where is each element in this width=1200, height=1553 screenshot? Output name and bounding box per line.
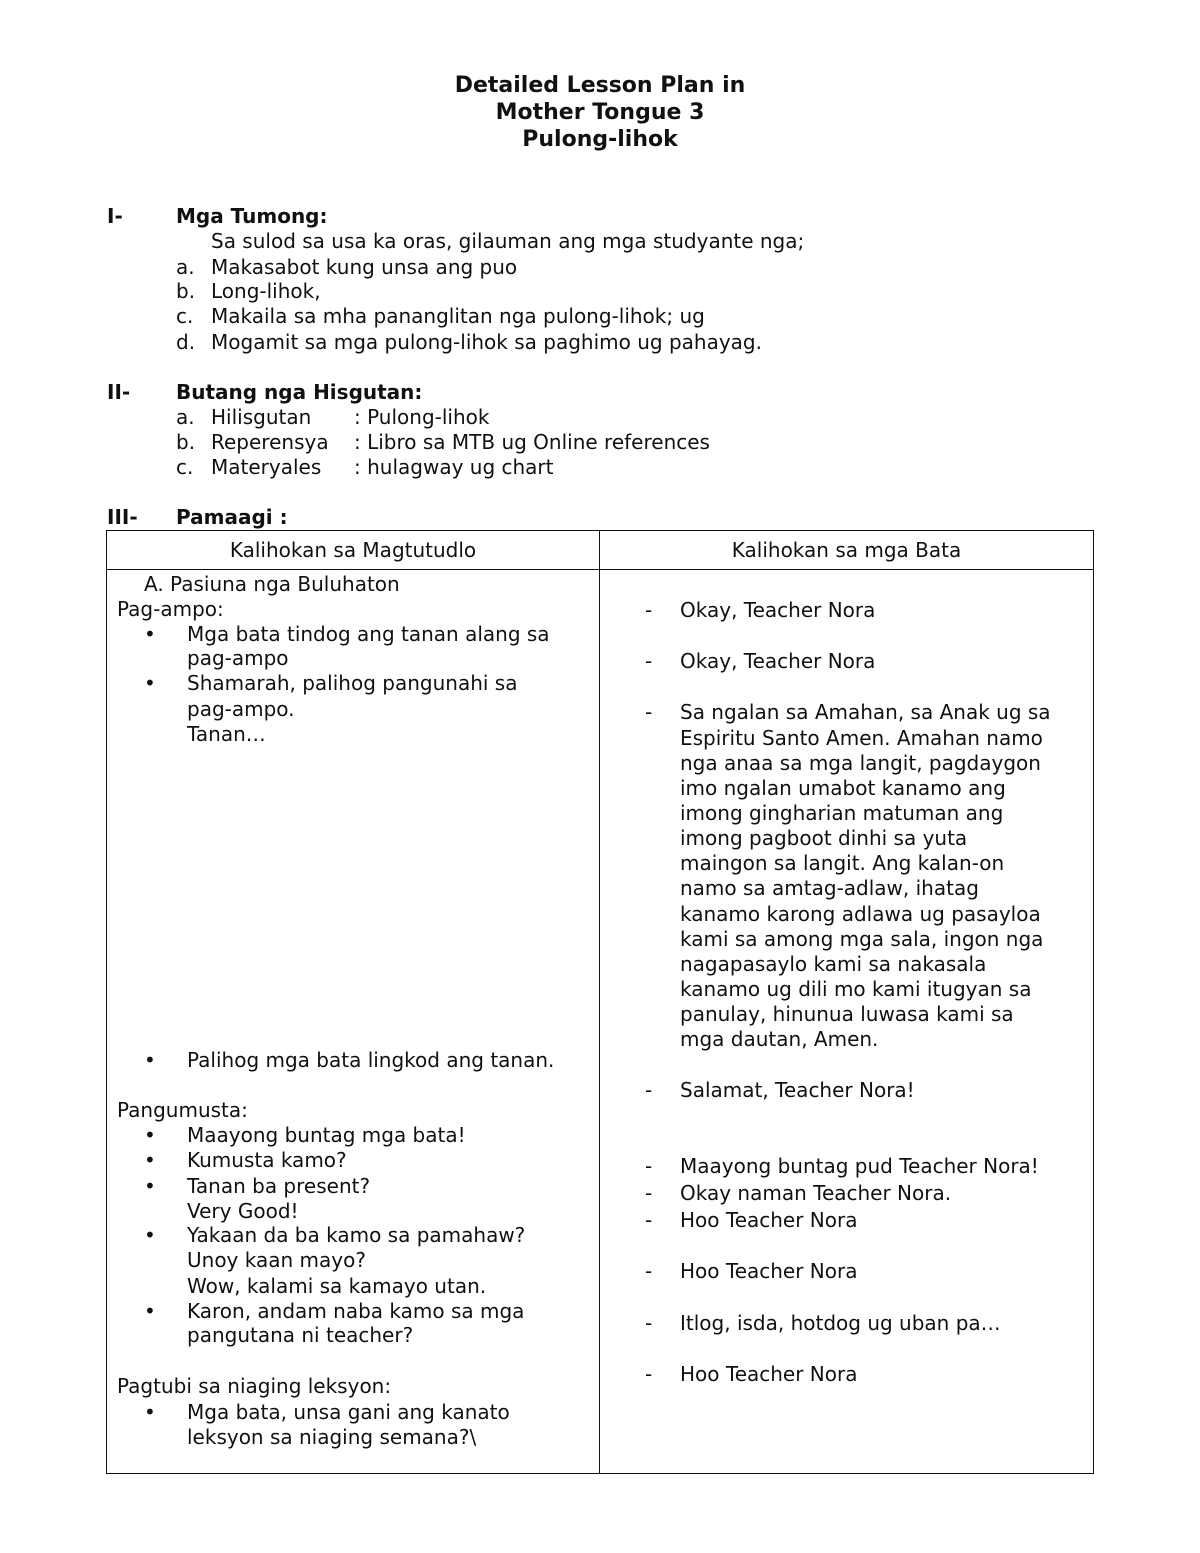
teacher-line: Maayong buntag mga bata! [187, 1123, 466, 1147]
student-response: Hoo Teacher Nora [680, 1362, 858, 1386]
subject-value: : Libro sa MTB ug Online references [354, 430, 710, 454]
teacher-line: Palihog mga bata lingkod ang tanan. [187, 1048, 555, 1072]
teacher-line: pag-ampo [187, 646, 289, 670]
teacher-line: Mga bata, unsa gani ang kanato [187, 1400, 510, 1424]
subject-key: Materyales [211, 455, 322, 479]
subject-label: b. [176, 430, 196, 454]
dash-marker: - [645, 1311, 653, 1335]
dash-marker: - [645, 1259, 653, 1283]
teacher-line: Very Good! [187, 1199, 299, 1223]
subject-label: a. [176, 405, 195, 429]
student-response: Itlog, isda, hotdog ug uban pa… [680, 1311, 1001, 1335]
prayer-line: kami sa among mga sala, ingon nga [680, 927, 1044, 951]
dash-marker: - [645, 1078, 653, 1102]
title-line-3: Pulong-lihok [522, 127, 678, 152]
prayer-line: imong pagboot dinhi sa yuta [680, 826, 968, 850]
prayer-line: panulay, hinunua luwasa kami sa [680, 1002, 1014, 1026]
objective-text: Makaila sa mha pananglitan nga pulong-lihok; ug [211, 304, 705, 328]
procedure-table [106, 530, 1094, 1474]
dash-marker: - [645, 1154, 653, 1178]
bullet-icon: • [144, 1048, 156, 1072]
section-3-number: III- [107, 505, 138, 529]
subject-key: Reperensya [211, 430, 329, 454]
student-response: Okay naman Teacher Nora. [680, 1181, 952, 1205]
teacher-line: Kumusta kamo? [187, 1148, 347, 1172]
dash-marker: - [645, 1181, 653, 1205]
student-column-header: Kalihokan sa mga Bata [600, 531, 1094, 570]
teacher-line: Tanan ba present? [187, 1174, 371, 1198]
bullet-icon: • [144, 671, 156, 695]
bullet-icon: • [144, 1174, 156, 1198]
teacher-cell [107, 570, 600, 1474]
prayer-line: nga anaa sa mga langit, pagdaygon [680, 751, 1041, 775]
objective-label: b. [176, 279, 196, 303]
objective-label: d. [176, 330, 196, 354]
section-1-number: I- [107, 204, 123, 228]
subject-key: Hilisgutan [211, 405, 312, 429]
student-response: Okay, Teacher Nora [680, 598, 876, 622]
section-2-number: II- [107, 380, 131, 404]
dash-marker: - [645, 700, 653, 724]
prayer-line: maingon sa langit. Ang kalan-on [680, 851, 1005, 875]
objective-text: Mogamit sa mga pulong-lihok sa paghimo ug pahayag. [211, 330, 762, 354]
prayer-line: kanamo ug dili mo kami itugyan sa [680, 977, 1032, 1001]
teacher-column-header: Kalihokan sa Magtutudlo [107, 531, 600, 570]
student-response: Hoo Teacher Nora [680, 1259, 858, 1283]
prayer-line: namo sa amtag-adlaw, ihatag [680, 876, 979, 900]
prayer-line: mga dautan, Amen. [680, 1027, 879, 1051]
title-line-2: Mother Tongue 3 [495, 100, 705, 125]
dash-marker: - [645, 1208, 653, 1232]
prayer-line: imo ngalan umabot kanamo ang [680, 776, 1006, 800]
objective-label: a. [176, 255, 195, 279]
section-1-heading: Mga Tumong: [176, 204, 328, 228]
section-1-intro: Sa sulod sa usa ka oras, gilauman ang mga studyante nga; [211, 229, 805, 253]
dash-marker: - [645, 649, 653, 673]
objective-text: Makasabot kung unsa ang puo [211, 255, 518, 279]
student-cell [600, 570, 1094, 1474]
section-3-heading: Pamaagi : [176, 505, 288, 529]
teacher-line: Karon, andam naba kamo sa mga [187, 1299, 525, 1323]
title-line-1: Detailed Lesson Plan in [454, 73, 746, 98]
teacher-line: Mga bata tindog ang tanan alang sa [187, 622, 550, 646]
student-response: Maayong buntag pud Teacher Nora! [680, 1154, 1039, 1178]
teacher-line: pag-ampo. [187, 697, 295, 721]
prayer-line: kanamo karong adlawa ug pasayloa [680, 902, 1041, 926]
bullet-icon: • [144, 1299, 156, 1323]
prayer-line: nagapasaylo kami sa nakasala [680, 952, 987, 976]
bullet-icon: • [144, 1223, 156, 1247]
subject-value: : Pulong-lihok [354, 405, 490, 429]
teacher-line: leksyon sa niaging semana?\ [187, 1425, 477, 1449]
objective-text: Long-lihok, [211, 279, 321, 303]
prayer-line: Sa ngalan sa Amahan, sa Anak ug sa [680, 700, 1051, 724]
student-response: Okay, Teacher Nora [680, 649, 876, 673]
teacher-line: pangutana ni teacher? [187, 1323, 414, 1347]
objective-label: c. [176, 304, 194, 328]
student-response: Hoo Teacher Nora [680, 1208, 858, 1232]
student-response: Salamat, Teacher Nora! [680, 1078, 915, 1102]
teacher-line: Unoy kaan mayo? [187, 1248, 366, 1272]
teacher-line: Yakaan da ba kamo sa pamahaw? [187, 1223, 526, 1247]
prayer-line: Espiritu Santo Amen. Amahan namo [680, 726, 1043, 750]
teacher-line: Wow, kalami sa kamayo utan. [187, 1274, 487, 1298]
teacher-line: Tanan… [187, 722, 266, 746]
pangumusta-label: Pangumusta: [117, 1098, 248, 1122]
bullet-icon: • [144, 1148, 156, 1172]
pagtubi-label: Pagtubi sa niaging leksyon: [117, 1374, 392, 1398]
section-2-heading: Butang nga Hisgutan: [176, 380, 423, 404]
bullet-icon: • [144, 1123, 156, 1147]
subject-label: c. [176, 455, 194, 479]
bullet-icon: • [144, 1400, 156, 1424]
dash-marker: - [645, 598, 653, 622]
dash-marker: - [645, 1362, 653, 1386]
teacher-line: Shamarah, palihog pangunahi sa [187, 671, 518, 695]
prayer-line: imong gingharian matuman ang [680, 801, 1004, 825]
part-a-heading: A. Pasiuna nga Buluhaton [144, 572, 400, 596]
subject-value: : hulagway ug chart [354, 455, 554, 479]
pagampo-label: Pag-ampo: [117, 597, 224, 621]
bullet-icon: • [144, 622, 156, 646]
